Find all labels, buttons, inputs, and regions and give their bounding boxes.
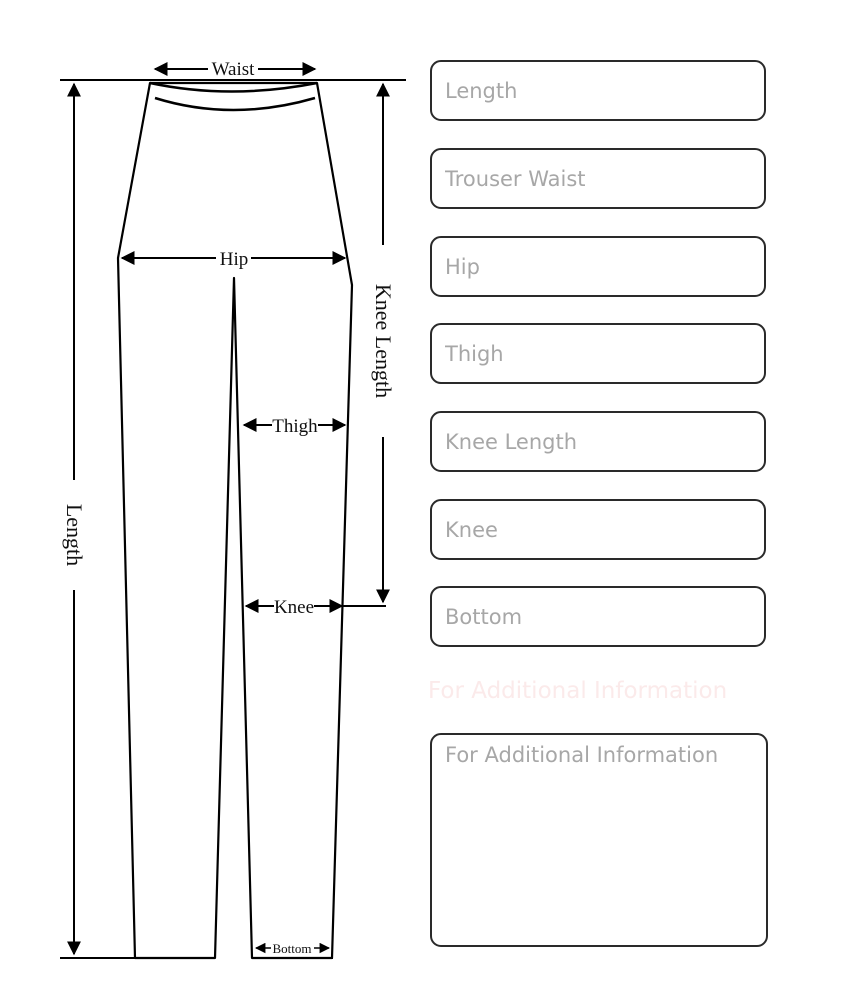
trouser-waist-input[interactable] — [430, 148, 766, 209]
bottom-label: Bottom — [272, 941, 312, 956]
trouser-outline — [118, 83, 352, 958]
knee-length-label: Knee Length — [371, 283, 396, 399]
hip-label: Hip — [219, 249, 249, 270]
additional-info-label: For Additional Information — [428, 678, 728, 704]
trouser-measurement-diagram — [0, 0, 420, 1000]
thigh-input[interactable] — [430, 323, 766, 384]
waistband — [150, 83, 317, 110]
length-label: Length — [62, 503, 87, 567]
bottom-input[interactable] — [430, 586, 766, 647]
knee-label: Knee — [273, 597, 315, 618]
waist-label: Waist — [211, 59, 255, 80]
hip-input[interactable] — [430, 236, 766, 297]
knee-length-input[interactable] — [430, 411, 766, 472]
knee-input[interactable] — [430, 499, 766, 560]
thigh-label: Thigh — [272, 416, 318, 437]
additional-info-textarea[interactable] — [430, 733, 768, 947]
length-input[interactable] — [430, 60, 766, 121]
